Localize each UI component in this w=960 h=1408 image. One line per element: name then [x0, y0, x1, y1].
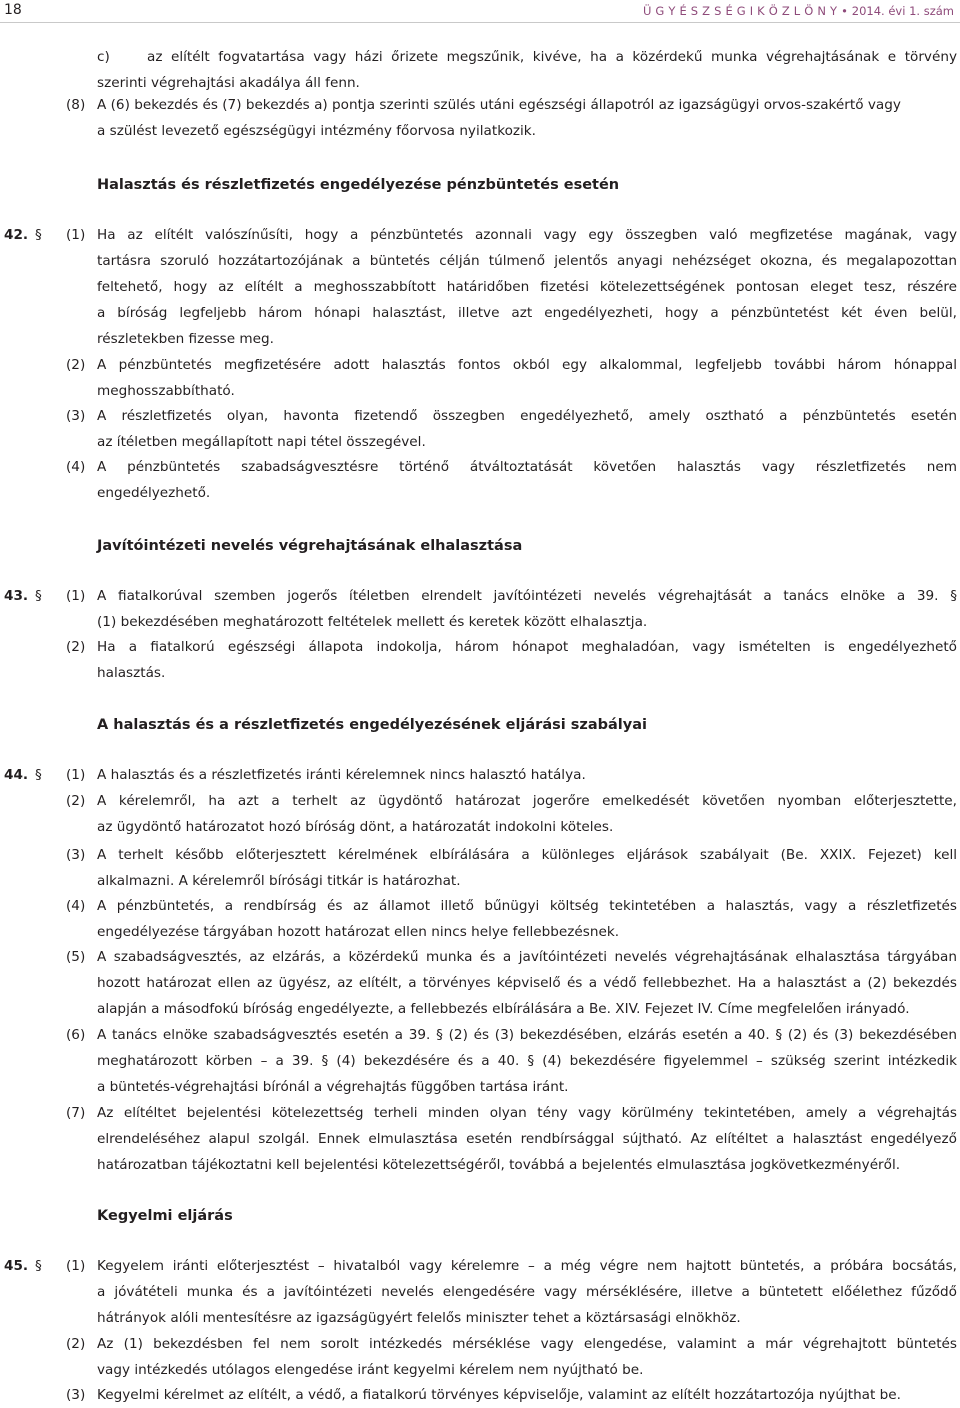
page-header — [0, 0, 960, 23]
text-line: A halasztás és a részletfizetés iránti kérelemnek nincs halasztó hatálya. — [97, 767, 586, 783]
text-line: (1) bekezdésében meghatározott feltételek mellett és keretek között elhalasztja. — [97, 614, 648, 630]
text-line: Kegyelem iránti előterjesztést – hivatalból vagy kérelemre – a még végre nem hajtott büntetés, a próbára bocsátás, — [97, 1258, 957, 1274]
section-sign: § — [35, 588, 42, 604]
text-line: A (6) bekezdés és (7) bekezdés a) pontja szerinti szülés utáni egészségi állapotról az igazságügyi orvos-szakértő vagy — [97, 97, 901, 113]
item-label: (4) — [66, 459, 86, 475]
item-label: (3) — [66, 408, 86, 424]
item-label: (2) — [66, 793, 86, 809]
text-line: engedélyezhető. — [97, 485, 211, 501]
text-line: részletekben fizesse meg. — [97, 331, 274, 347]
item-label: (7) — [66, 1105, 86, 1121]
section-sign: § — [35, 227, 42, 243]
section-number: 42. — [4, 227, 29, 243]
issue-label: 2014. évi 1. szám — [851, 4, 954, 18]
bullet-separator: • — [841, 4, 848, 18]
text-line: Az elítéltet bejelentési kötelezettség terheli minden olyan tény vagy körülmény tekintetében, amely a végrehajtás — [97, 1105, 957, 1121]
text-line: szerinti végrehajtási akadálya áll fenn. — [97, 75, 360, 91]
text-line: a bíróság legfeljebb három hónapi halasztást, illetve azt engedélyezheti, hogy a pénzbüntetést két éven belül, — [97, 305, 957, 321]
text-line: Ha a fiatalkorú egészségi állapota indokolja, három hónapot meghaladóan, vagy ismételten is engedélyezhető — [97, 639, 957, 655]
text-line: A szabadságvesztés, az elzárás, a közérdekű munka és a javítóintézeti nevelés végrehajtásának elhalasztása tárgyában — [97, 949, 957, 965]
item-label: (2) — [66, 1336, 86, 1352]
section-number: 44. — [4, 767, 29, 783]
text-line: a jóvátételi munka és a javítóintézeti nevelés elengedésére vagy mérséklésére, illetve a büntetett előélethez fűződő — [97, 1284, 957, 1300]
text-line: Az (1) bekezdésben fel nem sorolt intézkedés mérséklése vagy elengedése, valamint a már végrehajtott büntetés — [97, 1336, 957, 1352]
item-label: (1) — [66, 1258, 86, 1274]
item-label: (3) — [66, 1387, 86, 1403]
text-line: A terhelt később előterjesztett kérelmének elbírálására a különleges eljárások szabályait (Be. XXIX. Fejezet) kell — [97, 847, 957, 863]
section-number: 45. — [4, 1258, 29, 1274]
item-label: (4) — [66, 898, 86, 914]
item-label: (2) — [66, 357, 86, 373]
section-heading: Javítóintézeti nevelés végrehajtásának elhalasztása — [97, 538, 523, 554]
text-line: A tanács elnöke szabadságvesztés esetén a 39. § (2) és (3) bekezdésében, elzárás esetén a 40. § (2) és (3) bekezdésében — [97, 1027, 957, 1043]
section-heading: Halasztás és részletfizetés engedélyezése pénzbüntetés esetén — [97, 177, 620, 193]
item-label: (1) — [66, 227, 86, 243]
item-label: (3) — [66, 847, 86, 863]
text-line: A pénzbüntetés, a rendbírság és az államot illető bűnügyi költség tekintetében a halasztás, vagy a részletfizetés — [97, 898, 957, 914]
text-line: hozott határozat ellen az ügyész, az elítélt, a törvényes képviselő és a védő fellebbezhet. Ha a halasztást a (2) bekezdés — [97, 975, 957, 991]
section-heading: Kegyelmi eljárás — [97, 1208, 233, 1224]
text-line: A kérelemről, ha azt a terhelt az ügydöntő határozat jogerőre emelkedését követően nyomban előterjesztette, — [97, 793, 957, 809]
text-line: alapján a másodfokú bíróság engedélyezte, a fellebbezés elbírálására a Be. XIV. Fejezet IV. Címe megfelelően irányadó. — [97, 1001, 910, 1017]
text-line: tartásra szoruló hozzátartozójának a büntetés célján túlmenő jelentős anyagi nehézséget okozna, és megalapozottan — [97, 253, 957, 269]
text-line: engedélyezése tárgyában hozott határozat ellen nincs helye fellebbezésnek. — [97, 924, 620, 940]
text-line: határozatban tájékoztatni kell bejelentési kötelezettségéről, továbbá a bejelentés elmulasztása jogkövetkezményéről. — [97, 1157, 901, 1173]
text-line: elrendeléséhez alapul szolgál. Ennek elmulasztása esetén rendbírsággal sújtható. Az elítéltet a halasztást engedélyező — [97, 1131, 957, 1147]
text-line: halasztás. — [97, 665, 166, 681]
item-label: (1) — [66, 767, 86, 783]
section-sign: § — [35, 767, 42, 783]
text-line: A fiatalkorúval szemben jogerős ítéletben elrendelt javítóintézeti nevelés végrehajtását a tanács elnöke a 39. § — [97, 588, 957, 604]
text-line: A részletfizetés olyan, havonta fizetendő összegben engedélyezhető, amely osztható a pénzbüntetés esetén — [97, 408, 957, 424]
text-line: az ügydöntő határozatot hozó bíróság dönt, a határozatát indokolni köteles. — [97, 819, 614, 835]
text-line: A pénzbüntetés megfizetésére adott halasztás fontos okból egy alkalommal, legfeljebb további három hónappal — [97, 357, 957, 373]
text-line: feltehető, hogy az elítélt a meghosszabbított határidőben fizetési kötelezettségének pontosan eleget tesz, részére — [97, 279, 957, 295]
text-line: az ítéletben megállapított napi tétel összegével. — [97, 434, 426, 450]
section-heading: A halasztás és a részletfizetés engedélyezésének eljárási szabályai — [97, 717, 647, 733]
text-line: Kegyelmi kérelmet az elítélt, a védő, a fiatalkorú törvényes képviselője, valamint az elítélt hozzátartozója nyújthat be. — [97, 1387, 901, 1403]
text-line: az elítélt fogvatartása vagy házi őrizete megszűnik, kivéve, ha a közérdekű munka végrehajtásának e törvény — [147, 49, 957, 65]
text-line: meghosszabbítható. — [97, 383, 235, 399]
page-number: 18 — [4, 2, 22, 18]
item-label: (5) — [66, 949, 86, 965]
publication-name: Ü G Y É S Z S É G I K Ö Z L Ö N Y — [642, 4, 838, 18]
section-number: 43. — [4, 588, 29, 604]
text-line: hátrányok alóli mentesítésre az igazságügyért felelős miniszter tehet a köztársasági elnökhöz. — [97, 1310, 741, 1326]
item-label: (1) — [66, 588, 86, 604]
text-line: vagy intézkedés utólagos elengedése iránt kegyelmi kérelem nem nyújtható be. — [97, 1362, 644, 1378]
section-sign: § — [35, 1258, 42, 1274]
text-line: alkalmazni. A kérelemről bírósági titkár is határozhat. — [97, 873, 461, 889]
item-label: c) — [97, 49, 110, 65]
text-line: a büntetés-végrehajtási bírónál a végrehajtás függőben tartása iránt. — [97, 1079, 569, 1095]
item-label: (8) — [66, 97, 86, 113]
text-line: meghatározott körben – a 39. § (4) bekezdésére és a 40. § (4) bekezdésére figyelemmel – szükség szerint intézkedik — [97, 1053, 957, 1069]
text-line: A pénzbüntetés szabadságvesztésre történő átváltoztatását követően halasztás vagy részletfizetés nem — [97, 459, 957, 475]
running-title — [643, 4, 954, 18]
text-line: Ha az elítélt valószínűsíti, hogy a pénzbüntetés azonnali vagy egy összegben való megfizetése magának, vagy — [97, 227, 957, 243]
item-label: (2) — [66, 639, 86, 655]
item-label: (6) — [66, 1027, 86, 1043]
text-line: a szülést levezető egészségügyi intézmény főorvosa nyilatkozik. — [97, 123, 537, 139]
